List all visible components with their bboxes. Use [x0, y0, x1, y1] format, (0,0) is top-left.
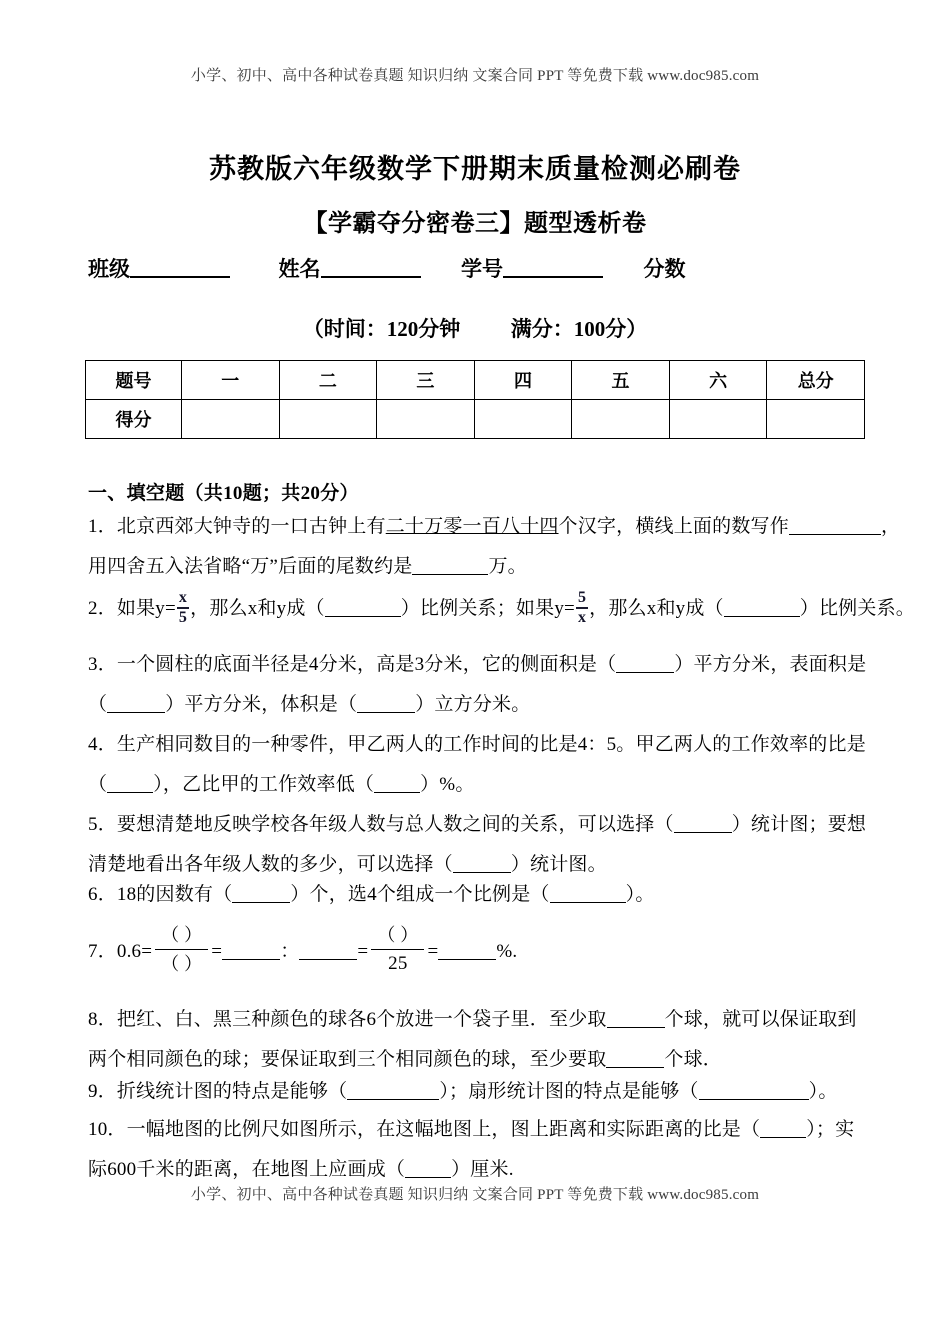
watermark-top-url: www.doc985.com — [647, 68, 760, 84]
score-cell-1[interactable] — [182, 400, 280, 439]
class-label: 班级 — [88, 257, 130, 281]
question-2-blank-1[interactable] — [325, 600, 401, 617]
question-3-text-c: （ — [88, 694, 108, 715]
question-3-number: 3． — [88, 654, 117, 675]
score-cell-6[interactable] — [669, 400, 767, 439]
question-1-text-a: 北京西郊大钟寺的一口古钟上有 — [116, 516, 386, 537]
fraction-numerator: （ ） — [371, 924, 424, 950]
question-3-text-b: ）平方分米，表面积是 — [674, 654, 867, 675]
question-10 — [88, 1110, 878, 1190]
watermark-top — [0, 64, 950, 85]
question-2-text-c: ）比例关系；如果y= — [400, 598, 575, 619]
score-label: 分数 — [643, 257, 686, 281]
name-field — [279, 253, 421, 283]
question-9-number: 9． — [88, 1081, 117, 1102]
question-2-text-d: ，那么x和y成（ — [589, 598, 724, 619]
question-8-number: 8． — [88, 1009, 117, 1030]
watermark-bottom — [0, 1183, 950, 1204]
question-5-text-a: 要想清楚地反映学校各年级人数与总人数之间的关系，可以选择（ — [116, 814, 674, 835]
question-5-blank-2[interactable] — [453, 856, 511, 873]
question-1-text-c: 用四舍五入法省略“万”后面的尾数约是 — [88, 556, 413, 577]
question-5-blank-1[interactable] — [674, 816, 732, 833]
row-header-score: 得分 — [86, 400, 182, 439]
question-9-text-c: ）。 — [808, 1081, 838, 1102]
question-3-blank-2[interactable] — [107, 696, 165, 713]
question-10-text-d: ）厘米. — [451, 1159, 514, 1180]
question-10-text-c: 际600千米的距离，在地图上应画成（ — [88, 1159, 406, 1180]
question-10-number: 10． — [88, 1119, 127, 1140]
question-5-line-1 — [88, 805, 878, 845]
col-header-total: 总分 — [767, 361, 865, 400]
question-1-tail: ， — [880, 516, 901, 537]
question-5 — [88, 805, 878, 885]
question-8-text-b: 个球，就可以保证取到 — [664, 1009, 857, 1030]
fraction-denominator: 25 — [388, 952, 408, 974]
question-1-blank-1[interactable] — [789, 518, 881, 535]
question-4-text-c: ），乙比甲的工作效率低（ — [153, 774, 375, 795]
question-4-line-2 — [88, 765, 878, 805]
fraction-numerator: （ ） — [155, 924, 208, 950]
table-row — [86, 361, 865, 400]
question-6-blank-2[interactable] — [550, 886, 626, 903]
score-cell-total[interactable] — [767, 400, 865, 439]
score-table — [85, 360, 865, 439]
score-cell-3[interactable] — [377, 400, 475, 439]
question-3-text-e: ）立方分米。 — [415, 694, 531, 715]
question-6-text-b: ）个，选4个组成一个比例是（ — [290, 884, 550, 905]
name-blank[interactable] — [321, 259, 421, 278]
question-9-line-1 — [88, 1072, 878, 1112]
question-5-text-b: ）统计图；要想 — [731, 814, 867, 835]
col-header-2: 二 — [279, 361, 377, 400]
question-10-text-b: ）；实 — [806, 1119, 855, 1140]
question-2-line-1 — [88, 588, 915, 629]
question-8-text-a: 把红、白、黑三种颜色的球各6个放进一个袋子里．至少取 — [116, 1009, 607, 1030]
question-2-text-a: 如果y= — [116, 598, 176, 619]
section-heading-fill-in-blanks: 一、填空题（共10题；共20分） — [88, 483, 359, 504]
question-3-blank-1[interactable] — [616, 656, 674, 673]
score-cell-2[interactable] — [279, 400, 377, 439]
class-field — [88, 253, 230, 283]
question-4-text-d: ）%。 — [420, 774, 475, 795]
row-header-question-no: 题号 — [86, 361, 182, 400]
question-1-number: 1． — [88, 516, 117, 537]
question-4-text-b: （ — [88, 774, 108, 795]
question-3-text-d: ）平方分米，体积是（ — [165, 694, 358, 715]
fraction-blank-over-25[interactable] — [371, 924, 424, 975]
question-8-line-1 — [88, 1000, 878, 1040]
question-2-blank-2[interactable] — [724, 600, 800, 617]
exam-meta-line — [0, 313, 950, 343]
question-1-line-1 — [88, 507, 901, 547]
question-1-text-d: 万。 — [488, 556, 527, 577]
question-3-line-1 — [88, 645, 878, 685]
question-7-blank-ratio-left[interactable] — [222, 943, 280, 960]
fraction-denominator: x — [577, 608, 587, 626]
student-info-line — [88, 253, 878, 283]
col-header-4: 四 — [474, 361, 572, 400]
question-3-text-a: 一个圆柱的底面半径是4分米，高是3分米，它的侧面积是（ — [116, 654, 617, 675]
question-8-text-c: 两个相同颜色的球；要保证取到三个相同颜色的球，至少要取 — [88, 1049, 607, 1070]
question-7-eq-1: = — [211, 940, 223, 962]
question-7 — [88, 905, 878, 978]
number-field — [461, 253, 603, 283]
number-blank[interactable] — [503, 259, 603, 278]
page-title: 苏教版六年级数学下册期末质量检测必刷卷 — [209, 154, 741, 184]
question-2-number: 2． — [88, 598, 117, 619]
question-4-text-a: 生产相同数目的一种零件，甲乙两人的工作时间的比是4：5。甲乙两人的工作效率的比是 — [116, 734, 866, 755]
question-8-blank-2[interactable] — [606, 1051, 664, 1068]
question-7-percent: %. — [496, 940, 518, 962]
score-field — [644, 253, 686, 283]
question-2-text-e: ）比例关系。 — [799, 598, 915, 619]
fraction-numerator: 5 — [576, 590, 588, 609]
number-label: 学号 — [461, 257, 503, 281]
watermark-top-text: 小学、初中、高中各种试卷真题 知识归纳 文案合同 PPT 等免费下载 — [190, 68, 644, 84]
question-7-text-a: 0.6= — [116, 940, 153, 962]
question-7-number: 7． — [88, 940, 117, 962]
question-5-text-d: ）统计图。 — [510, 854, 607, 875]
fraction-x-over-5 — [177, 590, 189, 626]
table-row — [86, 400, 865, 439]
question-8-text-d: 个球． — [664, 1049, 723, 1070]
question-1 — [88, 507, 901, 587]
question-7-eq-3: = — [427, 940, 439, 962]
question-8-blank-1[interactable] — [607, 1011, 665, 1028]
exam-full-marks: 满分：100分） — [510, 317, 648, 341]
question-3-blank-3[interactable] — [357, 696, 415, 713]
question-3 — [88, 645, 878, 725]
question-6-text-c: ）。 — [625, 884, 655, 905]
question-9-blank-1[interactable] — [347, 1083, 439, 1100]
question-10-blank-2[interactable] — [405, 1161, 451, 1178]
question-4 — [88, 725, 878, 805]
name-label: 姓名 — [278, 257, 321, 281]
question-8 — [88, 1000, 878, 1080]
col-header-1: 一 — [182, 361, 280, 400]
question-9 — [88, 1072, 878, 1112]
page-subtitle: 【学霸夺分密卷三】题型透析卷 — [303, 211, 647, 237]
watermark-bottom-text: 小学、初中、高中各种试卷真题 知识归纳 文案合同 PPT 等免费下载 — [190, 1187, 644, 1203]
question-7-blank-percent[interactable] — [438, 943, 496, 960]
question-6-text-a: 18的因数有（ — [116, 884, 233, 905]
question-5-number: 5． — [88, 814, 117, 835]
question-7-blank-ratio-right[interactable] — [299, 943, 357, 960]
question-7-line-1 — [88, 927, 878, 978]
question-10-blank-1[interactable] — [760, 1121, 806, 1138]
question-2 — [88, 588, 915, 629]
question-4-blank-1[interactable] — [107, 776, 153, 793]
question-4-number: 4． — [88, 734, 117, 755]
watermark-bottom-url: www.doc985.com — [647, 1187, 760, 1203]
question-9-blank-2[interactable] — [699, 1083, 809, 1100]
question-3-line-2 — [88, 685, 878, 725]
col-header-6: 六 — [669, 361, 767, 400]
question-4-blank-2[interactable] — [374, 776, 420, 793]
question-6-blank-1[interactable] — [232, 886, 290, 903]
fraction-5-over-x — [576, 590, 588, 626]
question-10-text-a: 一幅地图的比例尺如图所示，在这幅地图上，图上距离和实际距离的比是（ — [126, 1119, 761, 1140]
question-9-text-b: ）；扇形统计图的特点是能够（ — [439, 1081, 699, 1102]
fraction-denominator: （ ） — [161, 953, 203, 974]
score-cell-5[interactable] — [572, 400, 670, 439]
class-blank[interactable] — [130, 259, 230, 278]
question-7-eq-2: = — [357, 940, 369, 962]
question-7-ratio-colon: ： — [280, 940, 300, 962]
question-4-line-1 — [88, 725, 878, 765]
question-1-line-2 — [88, 547, 878, 587]
question-9-text-a: 折线统计图的特点是能够（ — [116, 1081, 348, 1102]
question-5-text-c: 清楚地看出各年级人数的多少，可以选择（ — [88, 854, 453, 875]
col-header-3: 三 — [377, 361, 475, 400]
fraction-denominator: 5 — [178, 608, 188, 626]
col-header-5: 五 — [572, 361, 670, 400]
exam-time: （时间：120分钟 — [302, 317, 461, 341]
question-2-text-b: ，那么x和y成（ — [190, 598, 325, 619]
question-6-number: 6． — [88, 884, 117, 905]
score-cell-4[interactable] — [474, 400, 572, 439]
question-1-text-b: 个汉字，横线上面的数写作 — [558, 516, 789, 537]
question-1-blank-2[interactable] — [412, 558, 488, 575]
question-1-underlined-number: 二十万零一百八十四 — [385, 516, 559, 537]
fraction-blank-over-blank[interactable] — [155, 924, 208, 975]
question-10-line-1 — [88, 1110, 878, 1150]
fraction-numerator: x — [177, 590, 189, 609]
